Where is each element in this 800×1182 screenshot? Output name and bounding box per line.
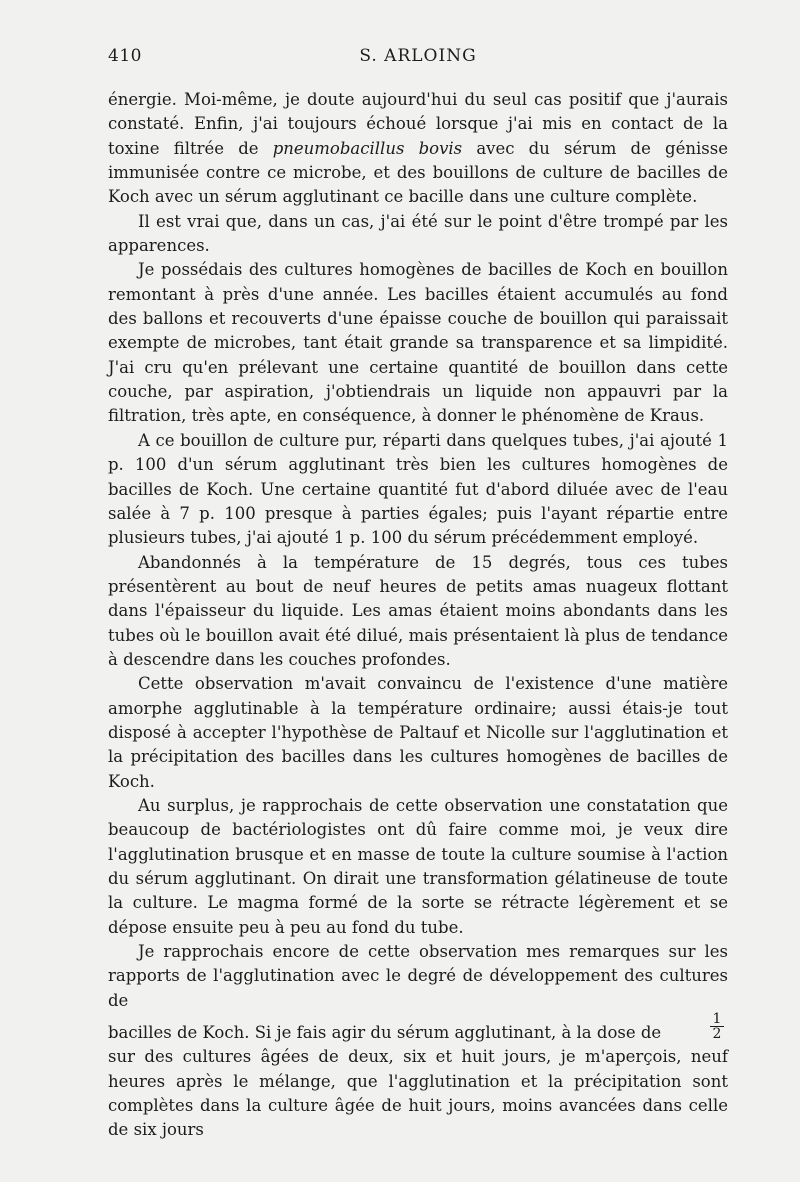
text-segment: Je rapprochais encore de cette observation mes remarques sur les rapports de l'agglutination avec le degré de développement des cultures de [108,942,728,1010]
fraction [706,1012,728,1041]
paragraph-1 [108,88,728,210]
paragraph-7: Au surplus, je rapprochais de cette observation une constatation que beaucoup de bactériologistes ont dû faire comme moi, je veux dire l'agglutination brusque et en masse de toute la culture soumise à l'action du sérum agglutinant. On dirait une transformation gélatineuse de toute la culture. Le magma formé de la sorte se rétracte légèrement et se dépose ensuite peu à peu au fond du tube. [108,795,728,937]
text-segment: bacilles de Koch. Si je fais agir du sérum agglutinant, à la dose de [108,1023,662,1043]
fraction-numerator: 1 [710,1012,725,1027]
text-line: ce microbe, et des bouillons de culture de bacilles de Koch avec un sérum [108,163,728,207]
fraction-line [108,1011,728,1045]
body-text [108,88,728,1143]
running-head: S. ARLOING [359,46,477,66]
species-name: pneumobacillus bovis [272,138,463,158]
text-line: constaté. Enfin, j'ai toujours échoué lorsque j'ai mis en contact de la toxine [108,114,728,158]
page-number: 410 [108,46,142,66]
paragraph-5: Abandonnés à la température de 15 degrés, tous ces tubes présentèrent au bout de neuf heures de petits amas nuageux flottant dans l'épaisseur du liquide. Les amas étaient moins abondants dans les tubes où le bouillon avait été dilué, mais présentaient là plus de tendance à descendre dans les couches profondes. [108,552,728,669]
fraction-denominator: 2 [712,1026,722,1043]
text-line: énergie. Moi-même, je doute aujourd'hui du seul cas positif que j'aurais [108,90,728,109]
page-header [108,46,728,74]
text-segment: sur des cultures âgées de deux, six et huit jours, je m'aperçois, neuf heures après le mélange, que l'agglutination et la précipitation sont complètes dans la culture âgée de huit jours, moins avancées dans celle de six jours [108,1047,728,1140]
paragraph-8 [108,940,728,1143]
paragraph-2: Il est vrai que, dans un cas, j'ai été sur le point d'être trompé par les apparences. [108,211,728,256]
text-segment: filtrée de [173,138,273,158]
paragraph-4: A ce bouillon de culture pur, réparti dans quelques tubes, j'ai ajouté 1 p. 100 d'un sérum agglutinant très bien les cultures homogènes de bacilles de Koch. Une certaine quantité fut d'abord diluée avec de l'eau salée à 7 p. 100 presque à parties égales; puis l'ayant répartie entre plusieurs tubes, j'ai ajouté 1 p. 100 du sérum précédemment employé. [108,430,728,548]
paragraph-6: Cette observation m'avait convaincu de l'existence d'une matière amorphe agglutinable à la température ordinaire; aussi étais-je tout disposé à accepter l'hypothèse de Paltauf et Nicolle sur l'agglutination et la précipitation des bacilles dans les cultures homogènes de bacilles de Koch. [108,674,728,791]
text-line: agglutinant ce bacille dans une culture complète. [282,187,698,207]
paragraph-3: Je possédais des cultures homogènes de bacilles de Koch en bouillon remontant à près d'une année. Les bacilles étaient accumulés au fond des ballons et recouverts d'une épaisse couche de bouillon qui paraissait exempte de microbes, tant était grande sa transparence et sa limpidité. J'ai cru qu'en prélevant une certaine quantité de bouillon dans cette couche, par aspiration, j'obtiendrais un liquide non appauvri par la filtration, très apte, en conséquence, à donner le phénomène de Kraus. [108,260,728,426]
text-segment: avec du sérum de génisse immunisée contre [108,138,728,183]
